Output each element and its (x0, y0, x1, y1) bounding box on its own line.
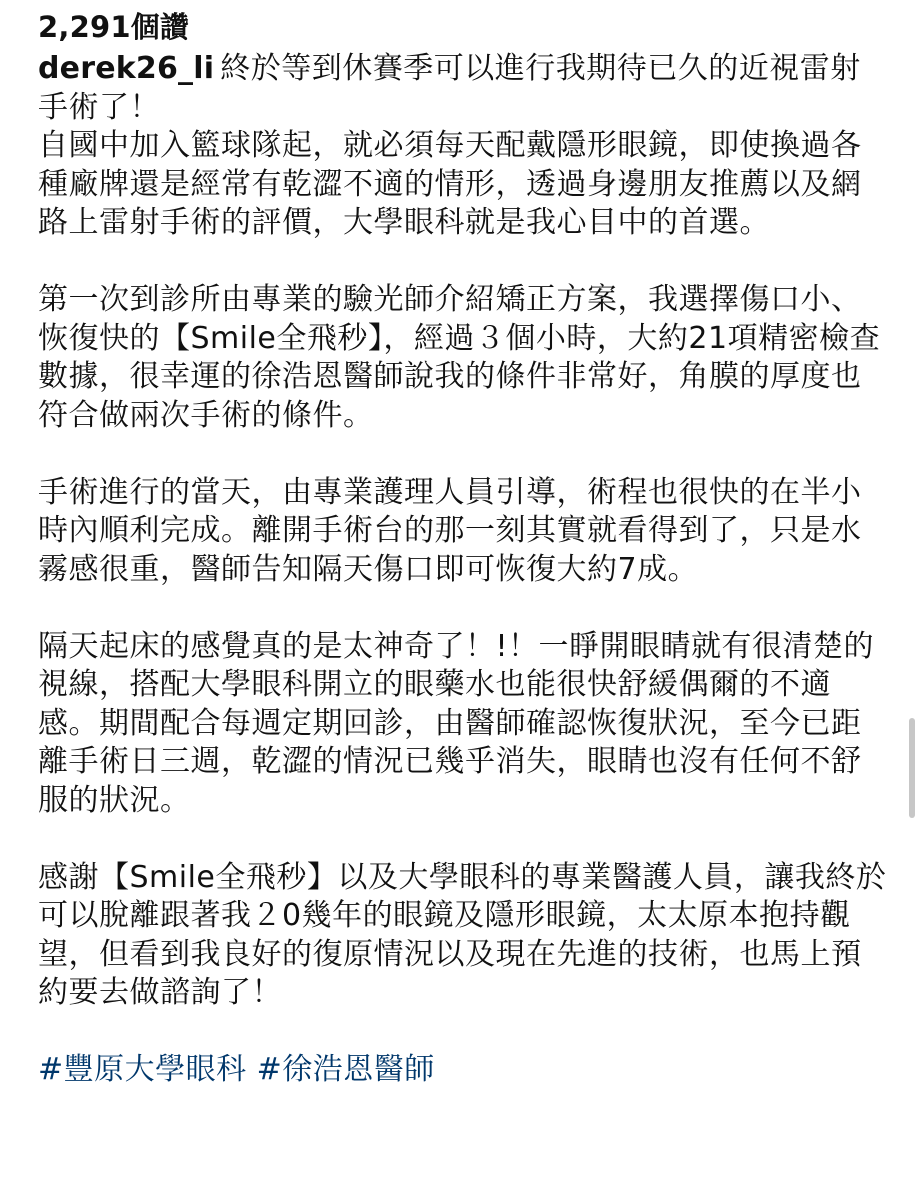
caption-intro (38, 50, 888, 127)
hashtag-link[interactable]: #徐浩恩醫師 (256, 1051, 435, 1087)
scrollbar-thumb[interactable] (909, 718, 915, 818)
caption-paragraph: 感謝【Smile全飛秒】以及大學眼科的專業醫護人員，讓我終於可以脫離跟著我２0幾年的眼鏡及隱形眼鏡，太太原本抱持觀望，但看到我良好的復原情況以及現在先進的技術，也馬上預約要去做諮詢了！ (38, 859, 887, 1010)
caption-paragraph: 手術進行的當天，由專業護理人員引導，術程也很快的在半小時內順利完成。離開手術台的那一刻其實就看得到了，只是水霧感很重，醫師告知隔天傷口即可恢復大約7成。 (38, 474, 862, 587)
caption-paragraph: 隔天起床的感覺真的是太神奇了！!！一睜開眼睛就有很清楚的視線，搭配大學眼科開立的眼藥水也能很快舒緩偶爾的不適感。期間配合每週定期回診，由醫師確認恢復狀況，至今已距離手術日三週，乾澀的情況已幾乎消失，眼睛也沒有任何不舒服的狀況。 (38, 628, 875, 818)
caption (38, 50, 888, 1013)
like-count[interactable]: 2,291個讚 (38, 10, 190, 44)
username[interactable]: derek26_li (38, 51, 215, 86)
post-caption-area (38, 0, 888, 1089)
caption-intro-text: 終於等到休賽季可以進行我期待已久的近視雷射手術了！ (38, 51, 861, 125)
hashtag-list (38, 1051, 888, 1090)
caption-paragraph: 自國中加入籃球隊起，就必須每天配戴隱形眼鏡，即使換過各種廠牌還是經常有乾澀不適的情形，透過身邊朋友推薦以及網路上雷射手術的評價，大學眼科就是我心目中的首選。 (38, 128, 862, 240)
hashtag-link[interactable]: #豐原大學眼科 (38, 1051, 247, 1087)
caption-paragraph: 第一次到診所由專業的驗光師介紹矯正方案，我選擇傷口小、恢復快的【Smile全飛秒】，經過３個小時，大約21項精密檢查數據，很幸運的徐浩恩醫師說我的條件非常好，角膜的厚度也符合做兩次手術的條件。 (38, 282, 881, 433)
